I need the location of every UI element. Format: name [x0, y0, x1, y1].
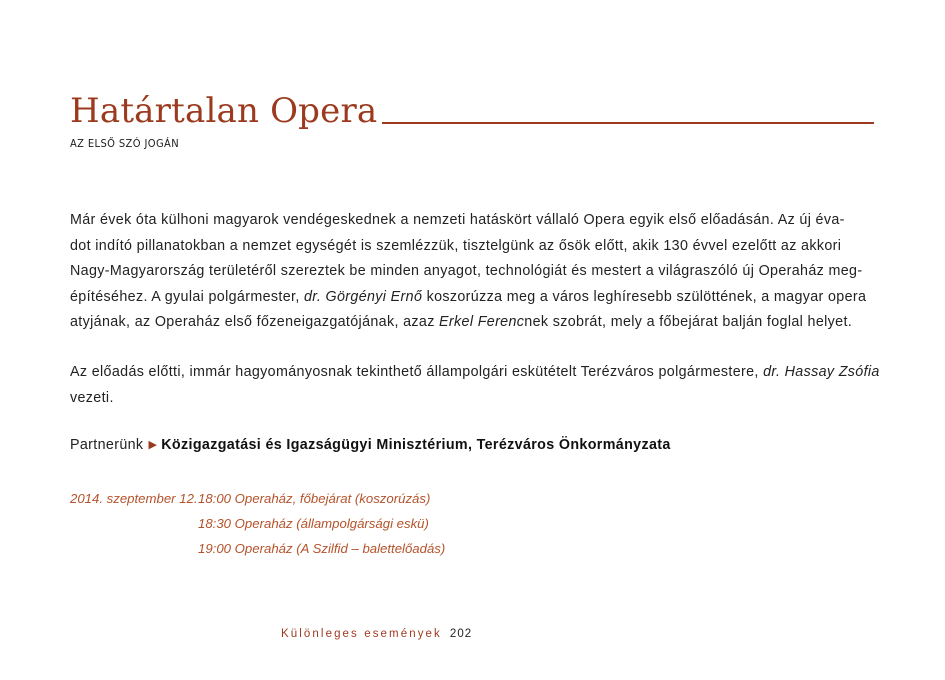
partner-orgs: Közigazgatási és Igazságügyi Minisztérium, Terézváros Önkormányzata	[161, 437, 671, 453]
partner-label: Partnerünk	[70, 437, 144, 453]
mayor-name: dr. Görgényi Ernő	[304, 288, 423, 305]
schedule-item: 18:30 Operaház (állampolgársági eskü)	[198, 516, 429, 531]
page-title: Határtalan Opera	[70, 91, 378, 131]
text-run: atyjának, az Operaház első főzeneigazgatójának, azaz	[70, 314, 440, 330]
schedule-date: 2014. szeptember 12.	[70, 491, 198, 506]
text-run: koszorúzza meg a város leghíresebb szülöttének, a magyar opera	[422, 288, 867, 305]
schedule-row	[70, 536, 445, 561]
paragraph-line	[70, 360, 880, 386]
partner-line	[70, 437, 671, 453]
subtitle: AZ ELSŐ SZÓ JOGÁN	[70, 137, 180, 150]
schedule-item: 19:00 Operaház (A Szilfid – balettelőadás)	[198, 541, 446, 556]
footer-section: Különleges események	[281, 628, 442, 640]
paragraph-line: dot indító pillanatokban a nemzet egységét is szemlézzük, tisztelgünk az ősök előtt, akik 130 évvel ezelőtt az akkori	[70, 237, 842, 254]
composer-name: Erkel Ferenc	[439, 314, 525, 330]
text-run: építéséhez. A gyulai polgármester,	[70, 288, 304, 305]
schedule	[70, 486, 445, 561]
schedule-item: 18:00 Operaház, főbejárat (koszorúzás)	[198, 491, 431, 506]
paragraph-line: Nagy-Magyarország területéről szereztek be minden anyagot, technológiát és mestert a világraszóló új Operaház meg-	[70, 263, 863, 279]
paragraph-line	[70, 310, 870, 336]
district-mayor-name: dr. Hassay Zsófia	[763, 364, 880, 380]
oath-paragraph	[70, 360, 880, 411]
schedule-row	[70, 486, 445, 511]
paragraph-line	[70, 285, 870, 311]
arrow-right-icon: ▶	[148, 439, 158, 451]
paragraph-line: Már évek óta külhoni magyarok vendégeskednek a nemzeti hatáskört vállaló Opera egyik első előadásán. Az új éva-	[70, 212, 845, 228]
title-rule	[382, 122, 874, 124]
paragraph-line: vezeti.	[70, 389, 114, 406]
page-footer	[281, 628, 472, 640]
intro-paragraph	[70, 208, 870, 336]
schedule-row	[70, 511, 445, 536]
text-run: nek szobrát, mely a főbejárat balján foglal helyet.	[524, 314, 853, 330]
page-number: 202	[449, 628, 473, 640]
text-run: Az előadás előtti, immár hagyományosnak tekinthető állampolgári eskütételt Terézváros polgármestere,	[70, 364, 764, 380]
